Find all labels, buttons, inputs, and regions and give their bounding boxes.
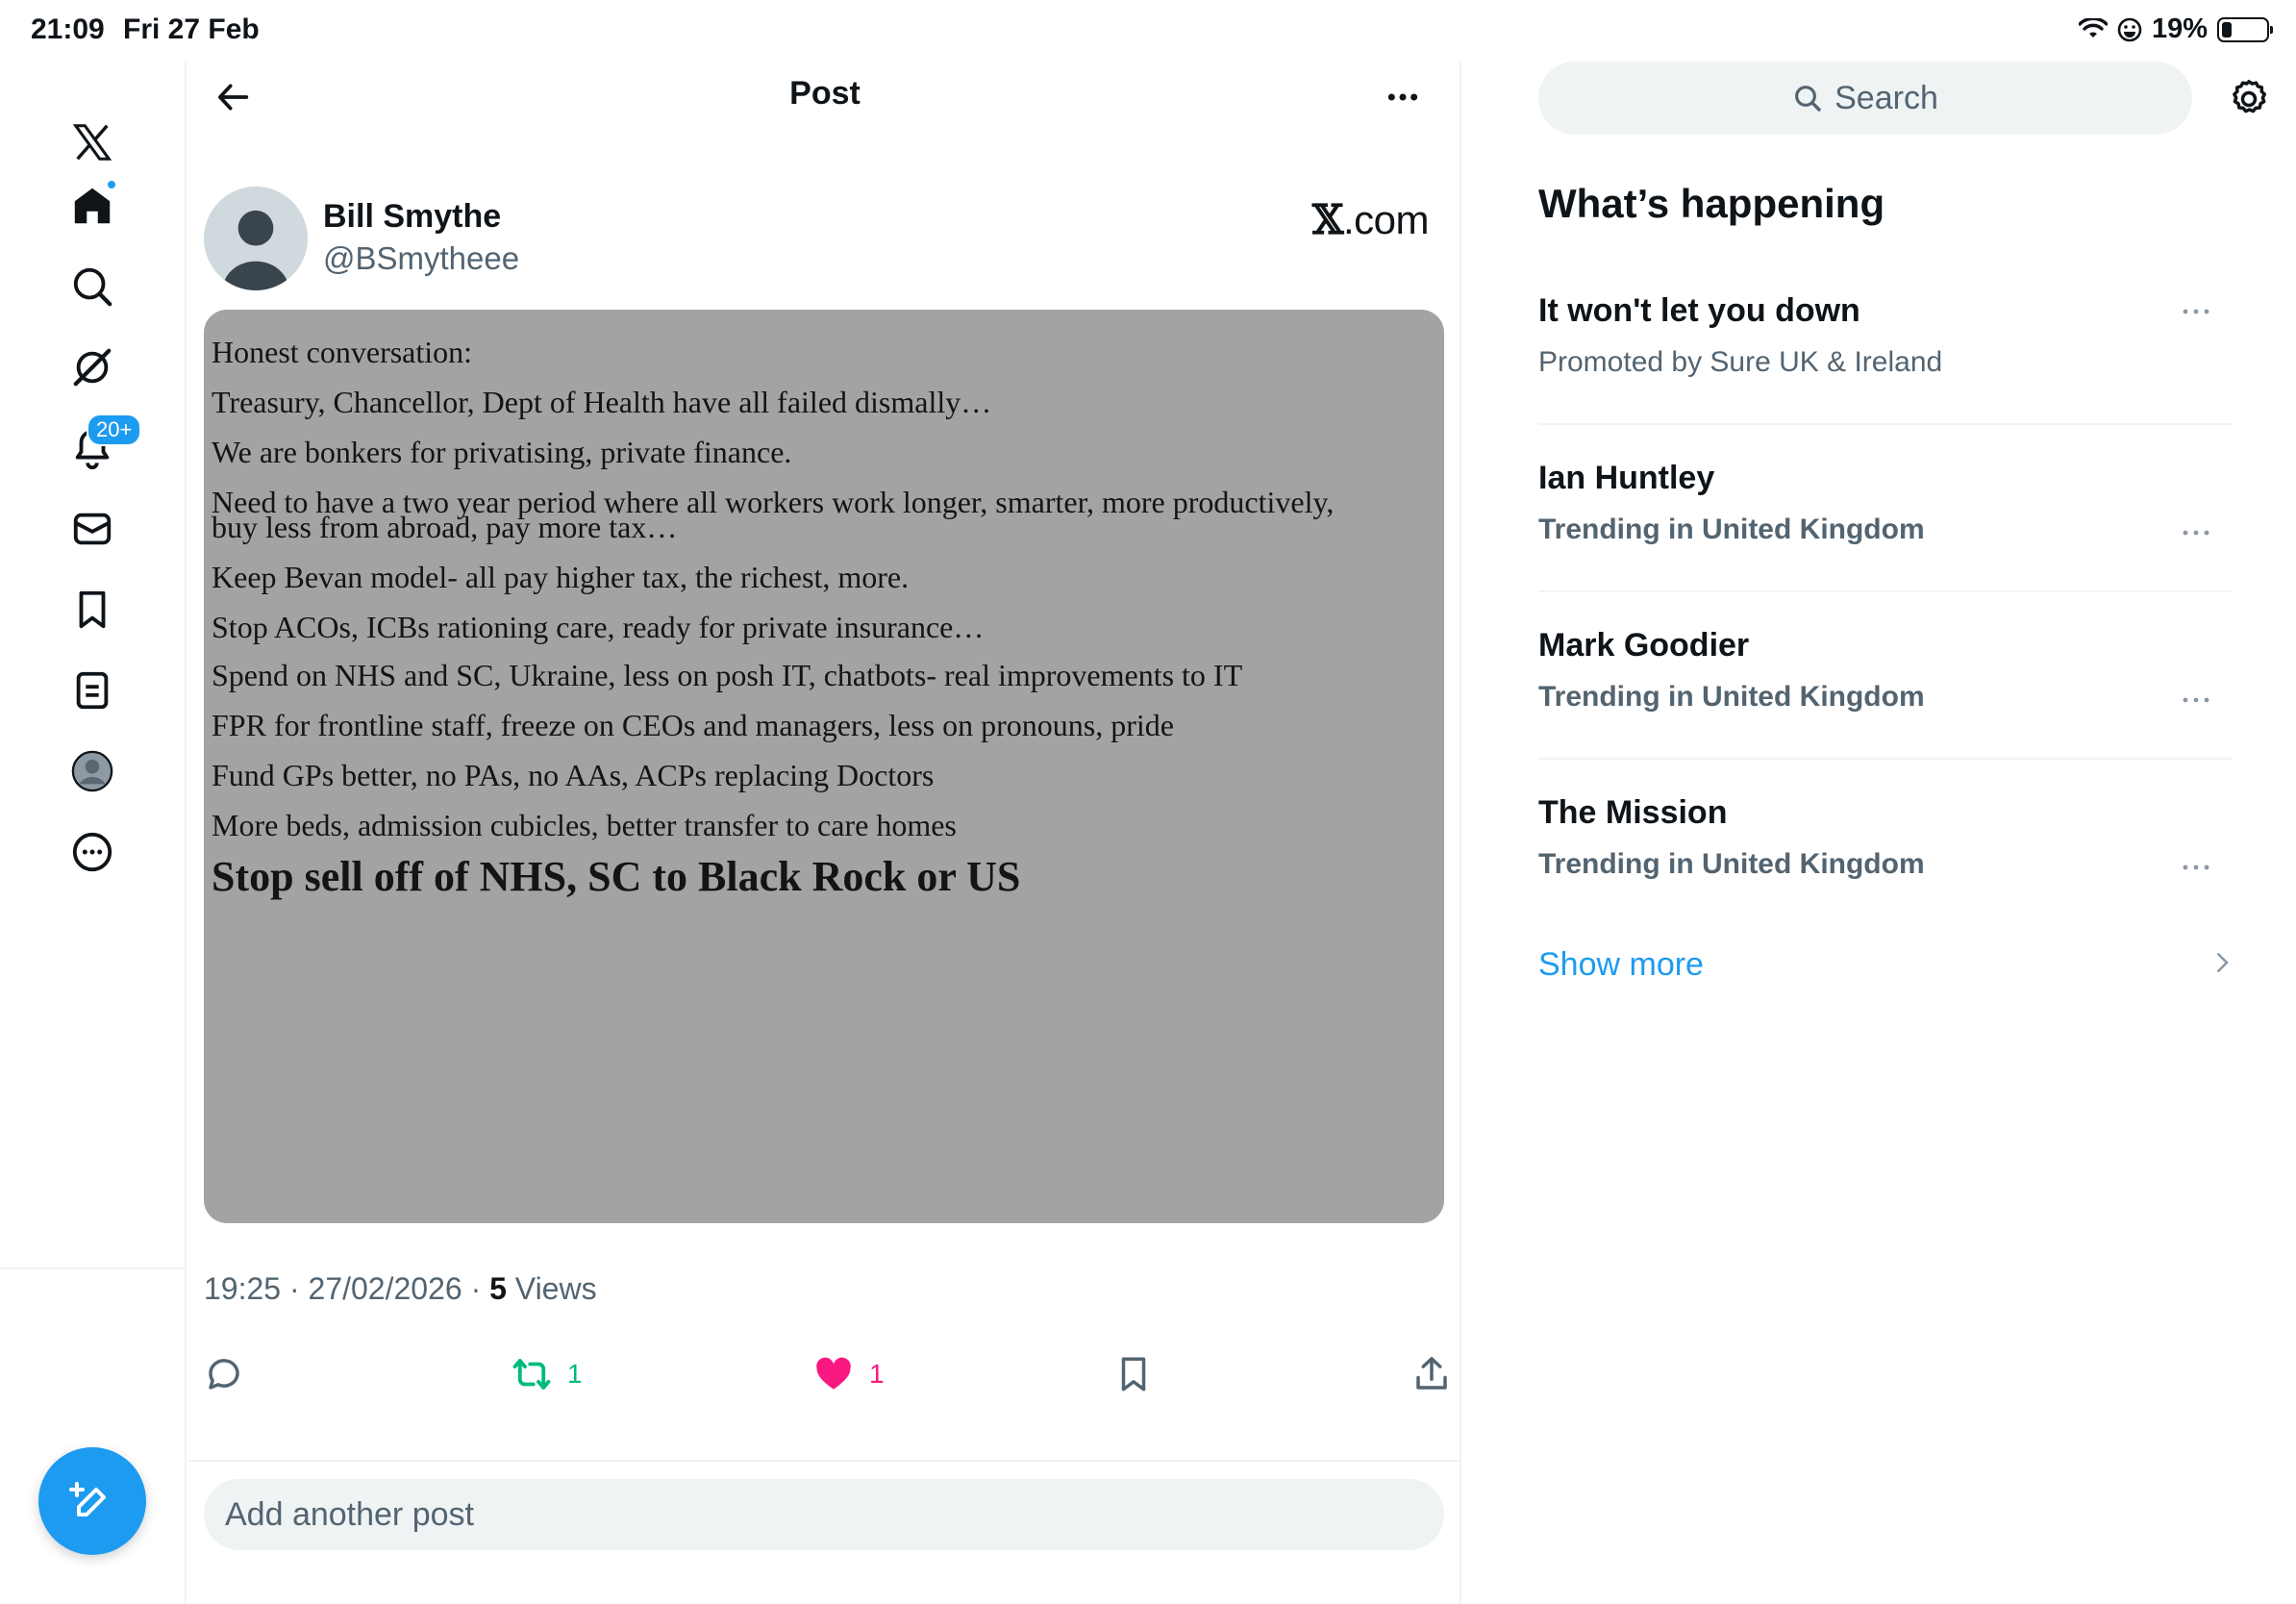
post-actions <box>204 1341 1444 1408</box>
reply-placeholder: Add another post <box>225 1496 474 1533</box>
trend-divider <box>1538 423 2233 425</box>
search-icon[interactable] <box>58 252 127 321</box>
author-handle[interactable]: @BSmytheee <box>323 240 520 276</box>
notifications-icon[interactable] <box>58 414 133 483</box>
search-placeholder: Search <box>1834 79 1938 116</box>
wifi-icon <box>2079 18 2108 41</box>
battery-icon <box>2217 17 2269 42</box>
reply-input[interactable] <box>204 1479 1444 1550</box>
post-detail-column <box>188 62 1461 1604</box>
lists-icon[interactable] <box>58 656 127 725</box>
more-options-icon[interactable] <box>1379 73 1427 121</box>
x-source-glyph-icon: 𝕏 <box>1311 196 1343 243</box>
image-text-line: buy less from abroad, pay more tax… <box>212 510 678 544</box>
image-text-line: Treasury, Chancellor, Dept of Health have all failed dismally… <box>212 385 992 419</box>
image-text-line: Honest conversation: <box>212 335 473 369</box>
battery-percent: 19% <box>2151 13 2208 44</box>
bookmark-icon <box>1113 1354 1154 1394</box>
trend-more-icon[interactable] <box>2177 690 2215 710</box>
status-indicators <box>2079 13 2269 45</box>
home-unread-dot <box>106 179 117 190</box>
retweet-count: 1 <box>567 1359 583 1389</box>
trend-divider <box>1538 758 2233 760</box>
views-count: 5 <box>489 1271 507 1306</box>
trend-item[interactable] <box>1538 794 2233 919</box>
retweet-button[interactable] <box>512 1341 583 1408</box>
trend-item[interactable] <box>1538 292 2233 446</box>
trend-item[interactable] <box>1538 627 2233 781</box>
trend-divider <box>1538 590 2233 592</box>
left-nav <box>0 62 187 1604</box>
compose-button[interactable] <box>38 1447 146 1555</box>
trend-more-icon[interactable] <box>2177 302 2215 321</box>
bookmarks-icon[interactable] <box>58 575 127 644</box>
x-logo-icon[interactable] <box>58 108 127 177</box>
chevron-right-icon[interactable] <box>2208 948 2236 977</box>
bookmark-button[interactable] <box>1113 1341 1154 1408</box>
trend-title: It won't let you down <box>1538 292 1860 329</box>
search-icon <box>1792 83 1823 113</box>
status-time: 21:09 <box>31 13 105 45</box>
image-text-line: Need to have a two year period where all workers work longer, smarter, more productively, <box>212 485 1335 519</box>
heart-filled-icon <box>813 1354 854 1394</box>
author-avatar[interactable] <box>204 187 308 290</box>
source-label <box>1312 196 1429 243</box>
trend-title: The Mission <box>1538 794 1728 831</box>
notifications-badge: 20+ <box>87 414 141 446</box>
image-headline: Stop sell off of NHS, SC to Black Rock or US <box>212 853 1021 900</box>
nav-divider <box>0 1267 187 1269</box>
grok-icon[interactable] <box>58 333 127 402</box>
main-divider <box>188 1460 1461 1462</box>
trend-more-icon[interactable] <box>2177 523 2215 542</box>
trend-subtitle: Promoted by Sure UK & Ireland <box>1538 346 1943 378</box>
trend-title: Ian Huntley <box>1538 460 1715 496</box>
author-name[interactable]: Bill Smythe <box>323 198 502 235</box>
messages-icon[interactable] <box>58 494 127 564</box>
post-timestamp: 19:25 · 27/02/2026 · <box>204 1271 490 1306</box>
compose-pen-icon <box>69 1478 115 1524</box>
trend-more-icon[interactable] <box>2177 858 2215 877</box>
right-sidebar <box>1463 62 2296 1604</box>
trend-subtitle: Trending in United Kingdom <box>1538 514 1925 545</box>
image-text-line: Fund GPs better, no PAs, no AAs, ACPs replacing Doctors <box>212 758 935 792</box>
post-image[interactable] <box>204 310 1444 1223</box>
image-text-line: We are bonkers for privatising, private finance. <box>212 435 792 469</box>
retweet-icon <box>512 1354 552 1394</box>
share-button[interactable] <box>1411 1341 1452 1408</box>
image-text-line: Spend on NHS and SC, Ukraine, less on posh IT, chatbots- real improvements to IT <box>212 658 1243 692</box>
more-icon[interactable] <box>58 817 127 887</box>
views-label: Views <box>506 1271 597 1306</box>
page-title: Post <box>789 75 861 112</box>
image-text-line: FPR for frontline staff, freeze on CEOs and managers, less on pronouns, pride <box>212 708 1174 742</box>
status-date: Fri 27 Feb <box>123 13 260 45</box>
trend-subtitle: Trending in United Kingdom <box>1538 848 1925 880</box>
settings-gear-icon[interactable] <box>2223 73 2275 125</box>
image-text-line: More beds, admission cubicles, better transfer to care homes <box>212 808 957 842</box>
reply-button[interactable] <box>204 1341 244 1408</box>
reply-icon <box>204 1354 244 1394</box>
image-text-line: Keep Bevan model- all pay higher tax, the richest, more. <box>212 560 910 594</box>
like-count: 1 <box>869 1359 885 1389</box>
status-bar <box>0 0 2296 62</box>
whats-happening-title: What’s happening <box>1538 181 1885 226</box>
source-domain: .com <box>1342 197 1429 242</box>
trend-item[interactable] <box>1538 460 2233 614</box>
home-icon[interactable] <box>58 171 127 240</box>
image-text-line: Stop ACOs, ICBs rationing care, ready for private insurance… <box>212 610 985 644</box>
like-button[interactable] <box>813 1341 885 1408</box>
profile-avatar[interactable] <box>58 737 127 806</box>
share-icon <box>1411 1354 1452 1394</box>
trend-title: Mark Goodier <box>1538 627 1750 664</box>
show-more-link[interactable]: Show more <box>1538 946 1704 983</box>
trend-subtitle: Trending in United Kingdom <box>1538 681 1925 713</box>
post-meta <box>204 1271 597 1307</box>
focus-smiley-icon <box>2117 17 2142 42</box>
post-header <box>188 62 1461 129</box>
search-input[interactable] <box>1538 62 2192 135</box>
